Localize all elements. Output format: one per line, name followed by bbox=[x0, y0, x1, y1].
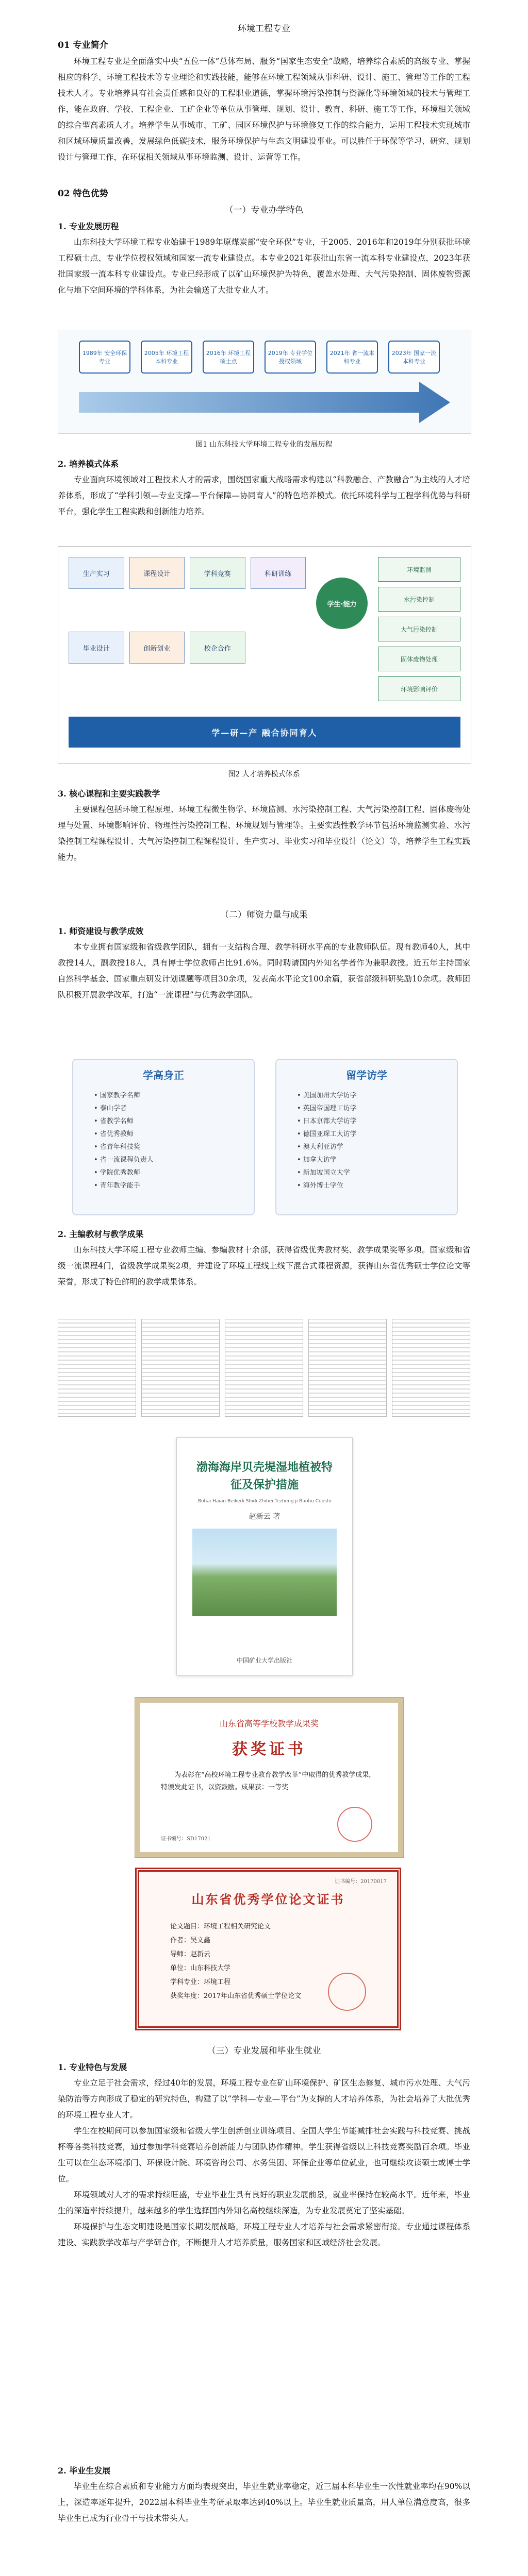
faculty-section bbox=[58, 907, 470, 1003]
faculty-card-item: • 海外博士学位 bbox=[297, 1182, 343, 1190]
textbook-paragraph: 山东科技大学环境工程专业教师主编、参编教材十余部，获得省级优秀教材奖、教学成果奖等多项。国家级和省级一流课程4门，省级教学成果奖2项，并建设了环境工程线上线下混合式课程资源，获得山东省优秀硕士学位论文等荣誉，形成了特色鲜明的教学成果体系。 bbox=[58, 1245, 470, 1286]
model-paragraph: 专业面向环境领域对工程技术人才的需求，围绕国家重大战略需求构建以“科教融合、产教融合”为主线的人才培养体系，形成了“学科引领—专业支撑—平台保障—协同育人”的特色培养模式。依托环境科学与工程学科优势与科研平台，强化学生工程实践和创新能力培养。 bbox=[58, 475, 470, 516]
model-left-blocks bbox=[69, 557, 306, 701]
development-paragraph-1: 专业立足于社会需求，经过40年的发展，环境工程专业在矿山环境保护、矿区生态修复、城市污水处理、大气污染防治等方向形成了稳定的研究特色，构建了以“学科—专业—平台”为支撑的人才培养体系，为社会培养了大批优秀的环境工程专业人才。 bbox=[58, 2078, 470, 2120]
intro-paragraph: 环境工程专业是全面落实中央“五位一体”总体布局、服务“国家生态安全”战略，培养综合素质的高级专业、掌握相应的科学、环境工程技术等专业理论和实践技能，能够在环境工程领域从事科研、设计、施工、管理等工作的工程技术人才。专业培养具有社会责任感和良好的工程职业道德，掌握环境污染控制与资源化等环境领域的技术与管理工作，能在政府、学校、工程企业、工矿企业等单位从事管理、规划、设计、教育、科研、施工等工作，环境相关领域的综合型高素质人才。培养学生从事城市、工矿、园区环境保护与环境修复工作的综合能力，运用工程技术实现城市和区域环境质量改善，发展绿色低碳技术，服务环境保护与生态文明建设事业。可以胜任于环保等学习、研究、规划设计与管理工作，在环保相关领域从事环境监测、设计、运营等工作。 bbox=[58, 57, 470, 162]
faculty-card-item: • 省优秀教师 bbox=[94, 1130, 134, 1138]
model-bottom-label: 学—研—产 融合协同育人 bbox=[211, 727, 318, 738]
model-right-block: 环境监测 bbox=[378, 557, 460, 582]
paper-thumbnail-1 bbox=[58, 1319, 136, 1417]
faculty-card-item: • 加拿大访学 bbox=[297, 1156, 337, 1164]
faculty-card-item: • 日本京都大学访学 bbox=[297, 1117, 357, 1125]
doc-header bbox=[58, 21, 470, 165]
cert2-field: 论文题目：环境工程相关研究论文 bbox=[170, 1923, 271, 1930]
book-publisher: 中国矿业大学出版社 bbox=[236, 1657, 292, 1664]
timeline-figure bbox=[58, 330, 471, 434]
cert1-number: 证书编号：SD17021 bbox=[161, 1836, 211, 1842]
graduates-paragraph: 毕业生在综合素质和专业能力方面均表现突出，毕业生就业率稳定，近三届本科毕业生一次性就业率均在90%以上，深造率逐年提升，2022届本科毕业生考研录取率达到40%以上。毕业生就业质量高，用人单位满意度高，很多毕业生已成为行业骨干与技术带头人。 bbox=[58, 2482, 470, 2523]
model-block: 学科竞赛 bbox=[190, 557, 245, 589]
cert1-title: 获奖证书 bbox=[232, 1740, 306, 1758]
timeline-step: 2005年 环境工程本科专业 bbox=[141, 341, 192, 374]
section-heading-intro: 01 专业简介 bbox=[58, 40, 108, 50]
faculty-card-item: • 泰山学者 bbox=[94, 1105, 127, 1112]
faculty-paragraph: 本专业拥有国家级和省级教学团队，拥有一支结构合理、教学科研水平高的专业教师队伍。现有教师40人，其中教授14人，副教授18人，具有博士学位教师占比91.6%。同时聘请国内外知名学者作为兼职教授。近五年主持国家自然科学基金、国家重点研发计划课题等项目30余项，发表高水平论文100余篇，获省部级科研奖励10余项。教师团队积极开展教学改革，打造“一流课程”与优秀教学团队。 bbox=[58, 942, 470, 999]
subheading-core: 3. 核心课程和主要实践教学 bbox=[58, 789, 160, 799]
model-right-block: 环境影响评价 bbox=[378, 676, 460, 701]
doc-title: 环境工程专业 bbox=[238, 24, 290, 34]
book-title: 渤海海岸贝壳堤湿地植被特征及保护措施 bbox=[196, 1461, 333, 1492]
book-subtitle-en: Bohai Haian Beikedi Shidi Zhibei Tezheng ji Baohu Cuoshi bbox=[197, 1499, 332, 1504]
paper-thumbnail-2 bbox=[141, 1319, 220, 1417]
paper-thumbnail-5 bbox=[392, 1319, 470, 1417]
timeline-steps bbox=[79, 341, 440, 382]
model-center-box bbox=[316, 578, 368, 629]
book-author: 赵新云 著 bbox=[249, 1513, 280, 1521]
model-block: 创新创业 bbox=[129, 632, 185, 664]
figure2-caption: 图2 人才培养模式体系 bbox=[228, 770, 300, 778]
faculty-card-item: • 省一流课程负责人 bbox=[94, 1156, 154, 1164]
part-title-1: （一）专业办学特色 bbox=[224, 205, 304, 215]
timeline-step: 2019年 专业学位授权领域 bbox=[265, 341, 316, 374]
textbook-section bbox=[58, 1226, 470, 1290]
cert1-header: 山东省高等学校教学成果奖 bbox=[219, 1719, 319, 1728]
timeline-step: 2023年 国家一流本科专业 bbox=[388, 341, 440, 374]
faculty-card-item: • 德国亚琛工大访学 bbox=[297, 1130, 357, 1138]
model-section bbox=[58, 456, 470, 520]
model-right-blocks bbox=[378, 557, 460, 701]
cert2-header: 山东省优秀学位论文证书 bbox=[191, 1892, 345, 1907]
faculty-card-item: • 美国加州大学访学 bbox=[297, 1092, 357, 1099]
timeline-step: 2021年 省一流本科专业 bbox=[326, 341, 378, 374]
faculty-card-right-list bbox=[297, 1089, 436, 1192]
model-block: 科研训练 bbox=[251, 557, 306, 589]
faculty-card-item: • 新加坡国立大学 bbox=[297, 1169, 350, 1177]
subheading-faculty: 1. 师资建设与教学成效 bbox=[58, 926, 144, 936]
faculty-card-right-title: 留学访学 bbox=[346, 1069, 387, 1081]
section-heading-features: 02 特色优势 bbox=[58, 189, 108, 199]
faculty-card-left-list bbox=[94, 1089, 233, 1192]
cert2-number: 证书编号：20170017 bbox=[335, 1879, 387, 1885]
faculty-card-item: • 省青年科技奖 bbox=[94, 1143, 140, 1151]
faculty-card-item: • 澳大利亚访学 bbox=[297, 1143, 343, 1151]
faculty-card-left-title: 学高身正 bbox=[143, 1069, 184, 1081]
book-cover bbox=[176, 1437, 353, 1675]
subheading-graduates: 2. 毕业生发展 bbox=[58, 2466, 111, 2476]
cert2-seal bbox=[328, 1973, 366, 2011]
faculty-card-item: • 英国帝国理工访学 bbox=[297, 1105, 357, 1112]
faculty-card-item: • 学院优秀教师 bbox=[94, 1169, 140, 1177]
model-block: 生产实习 bbox=[69, 557, 124, 589]
model-diagram bbox=[58, 546, 471, 764]
timeline-step: 2016年 环境工程硕士点 bbox=[203, 341, 254, 374]
faculty-card-left bbox=[72, 1059, 255, 1215]
history-paragraph: 山东科技大学环境工程专业始建于1989年原煤炭部“安全环保”专业，于2005、2016年和2019年分别获批环境工程硕士点、专业学位授权领域和国家一流专业建设点。本专业2021年获批山东省一流本科专业建设点，2023年获批国家级一流本科专业建设点。专业已经形成了以矿山环境保护为特色，覆盖水处理、大气污染控制、固体废物资源化与地下空间环境的学科体系，为社会输送了大批专业人才。 bbox=[58, 238, 470, 295]
model-right-block: 大气污染控制 bbox=[378, 617, 460, 641]
development-paragraph-2: 学生在校期间可以参加国家级和省级大学生创新创业训练项目、全国大学生节能减排社会实践与科技竞赛、挑战杯等各类科技竞赛，通过参加学科竞赛培养创新能力与团队协作精神。学生获得省级以上科技竞赛奖励百余项。毕业生可以在生态环境部门、环保设计院、环境咨询公司、水务集团、环保企业等单位就业，也可继续攻读硕士或博士学位。 bbox=[58, 2126, 470, 2183]
cert2-field: 单位：山东科技大学 bbox=[170, 1964, 231, 1972]
paper-thumbnail-4 bbox=[308, 1319, 387, 1417]
model-bottom-bar bbox=[69, 717, 460, 748]
core-paragraph: 主要课程包括环境工程原理、环境工程微生物学、环境监测、水污染控制工程、大气污染控制工程、固体废物处理与处置、环境影响评价、物理性污染控制工程、环境规划与管理等。主要实践性教学环节包括环境监测实验、水污染控制工程课程设计、大气污染控制工程课程设计、生产实习、毕业实习和毕业设计（论文）等，培养学生工程实践能力。 bbox=[58, 805, 470, 862]
faculty-card-item: • 省教学名师 bbox=[94, 1117, 134, 1125]
model-block: 课程设计 bbox=[129, 557, 185, 589]
cert2-field: 学科专业：环境工程 bbox=[170, 1978, 231, 1986]
timeline-step: 1989年 安全环保专业 bbox=[79, 341, 130, 374]
award-certificate bbox=[135, 1698, 403, 1857]
thesis-certificate bbox=[135, 1868, 401, 2030]
graduates-section bbox=[58, 2463, 470, 2527]
development-paragraph-4: 环境保护与生态文明建设是国家长期发展战略，环境工程专业人才培养与社会需求紧密衔接。专业通过课程体系建设、实践教学改革与产学研合作，不断提升人才培养质量，服务国家和区域经济社会发展。 bbox=[58, 2222, 470, 2247]
model-right-block: 水污染控制 bbox=[378, 587, 460, 612]
subheading-model: 2. 培养模式体系 bbox=[58, 459, 119, 469]
part-title-2: （二）师资力量与成果 bbox=[220, 910, 308, 920]
model-block: 毕业设计 bbox=[69, 632, 124, 664]
model-center-label: 学生·能力 bbox=[327, 600, 357, 608]
thumbnail-strip bbox=[58, 1319, 470, 1417]
subheading-textbook: 2. 主编教材与教学成果 bbox=[58, 1229, 144, 1239]
book-cover-photo bbox=[192, 1529, 337, 1616]
development-paragraph-3: 环境领域对人才的需求持续旺盛，专业毕业生具有良好的职业发展前景，就业率保持在较高水平。近年来，毕业生的深造率持续提升，越来越多的学生选择国内外知名高校继续深造，为专业发展奠定了坚实基础。 bbox=[58, 2190, 470, 2215]
part-title-3: （三）专业发展和毕业生就业 bbox=[207, 2046, 321, 2056]
development-section bbox=[58, 2043, 470, 2251]
subheading-history: 1. 专业发展历程 bbox=[58, 222, 119, 231]
figure1-caption: 图1 山东科技大学环境工程专业的发展历程 bbox=[195, 440, 333, 449]
core-courses-section bbox=[58, 786, 470, 866]
cert2-field: 获奖年度：2017年山东省优秀硕士学位论文 bbox=[170, 1992, 302, 2000]
faculty-card-right bbox=[275, 1059, 458, 1215]
features-section bbox=[58, 185, 470, 298]
cert2-field: 导师：赵新云 bbox=[170, 1951, 211, 1958]
model-block: 校企合作 bbox=[190, 632, 245, 664]
cert1-seal bbox=[337, 1807, 372, 1842]
faculty-card-item: • 国家教学名师 bbox=[94, 1092, 140, 1099]
faculty-card-item: • 青年教学能手 bbox=[94, 1182, 140, 1190]
paper-thumbnail-3 bbox=[225, 1319, 303, 1417]
subheading-development: 1. 专业特色与发展 bbox=[58, 2062, 127, 2072]
cert1-body: 为表彰在“高校环境工程专业教育教学改革”中取得的优秀教学成果，特颁发此证书，以资鼓励。成果获：一等奖 bbox=[161, 1771, 376, 1791]
model-right-block: 固体废物处理 bbox=[378, 647, 460, 671]
cert2-field: 作者：吴文鑫 bbox=[170, 1937, 211, 1944]
